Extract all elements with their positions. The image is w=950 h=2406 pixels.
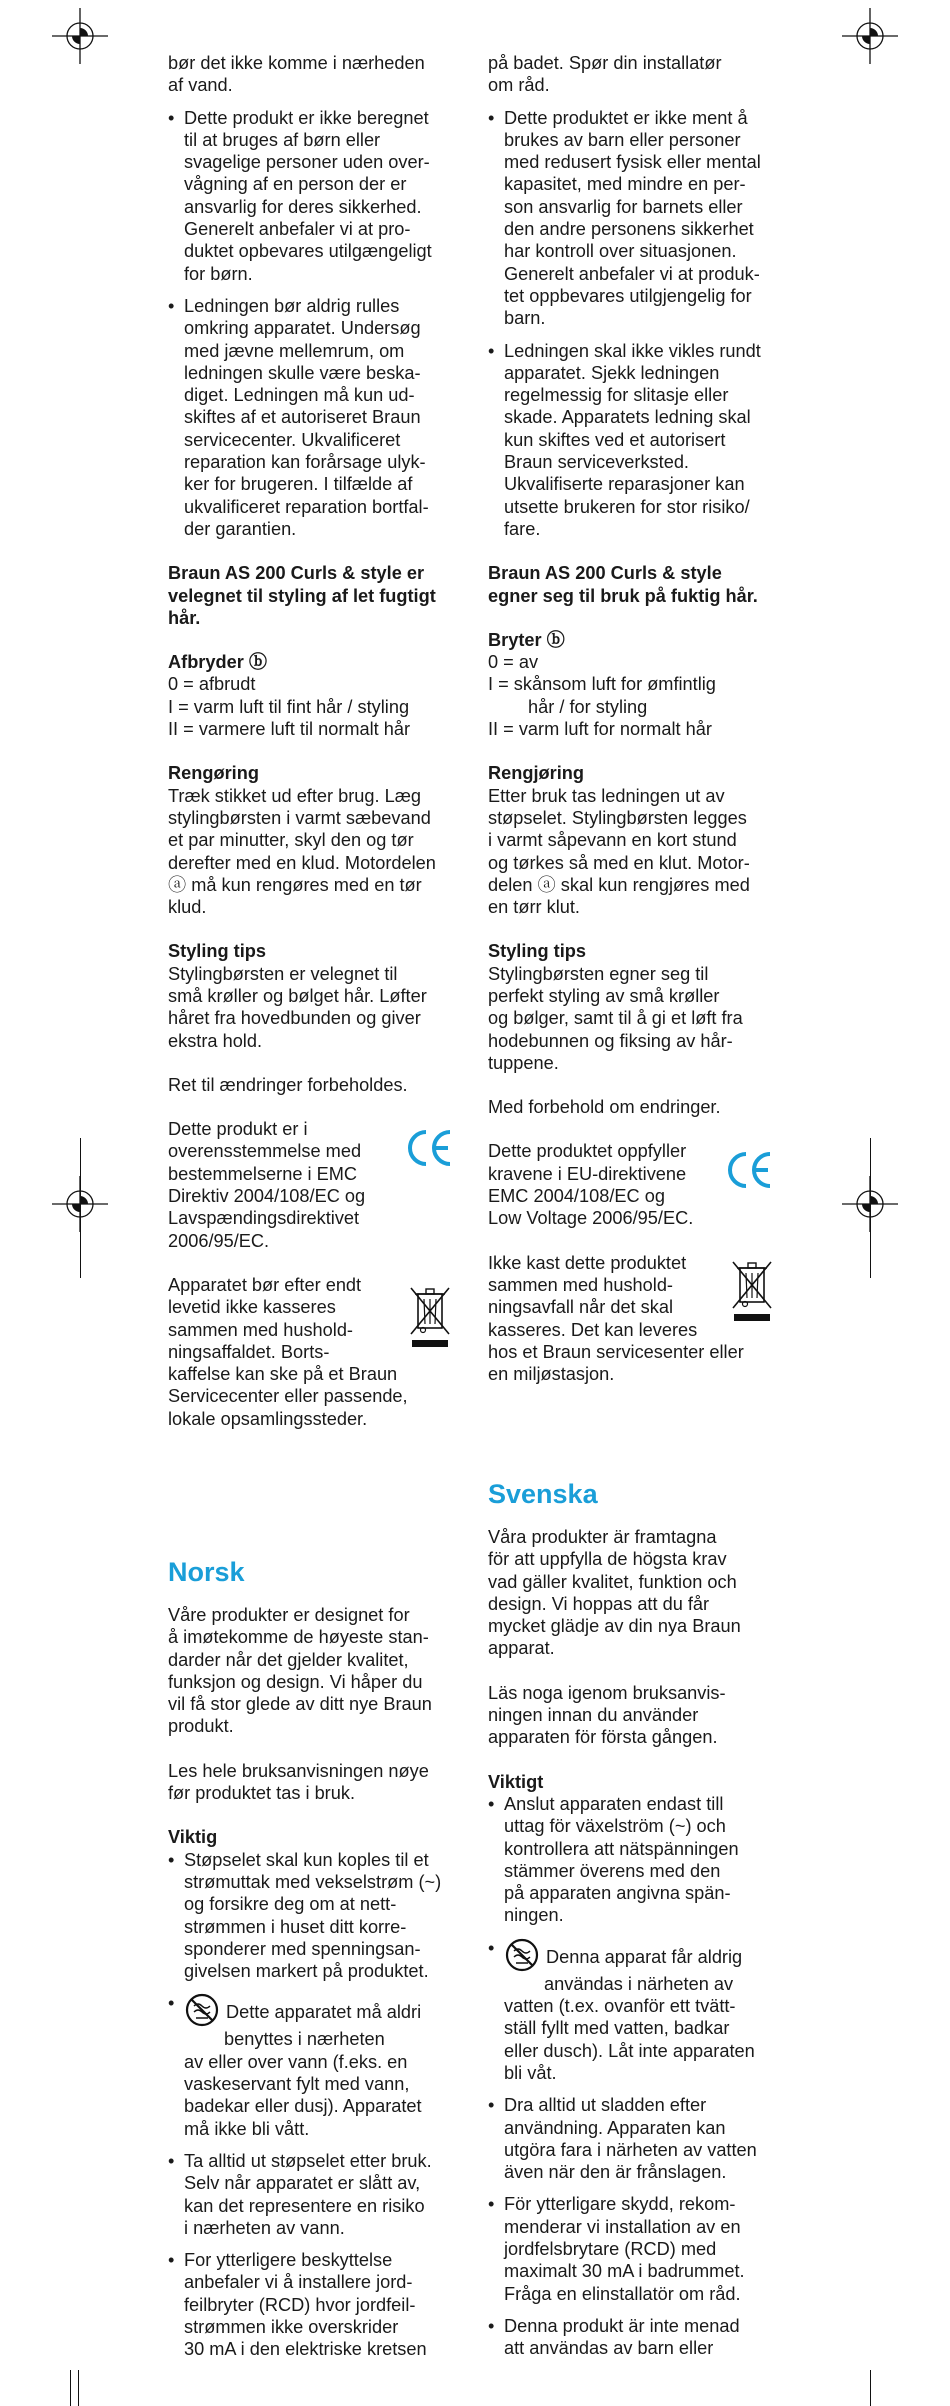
important-heading: Viktig — [168, 1827, 218, 1848]
section-title: Norsk — [168, 1557, 245, 1587]
ce-mark-icon — [726, 1150, 774, 1190]
list-item: • For ytterligere beskyttelse anbefaler vi å installere jord- feilbryter (RCD) hvor jordfeil- strømmen ikke overskrider 30 mA i den elektriske kretsen — [168, 2249, 453, 2360]
list-item: • Anslut apparaten endast till uttag för växelström (~) och kontrollera att nätspänningen stämmer överens med den på apparaten angivna spän- ningen. — [488, 1793, 780, 1927]
important-heading: Viktigt — [488, 1771, 544, 1792]
trim-line — [870, 2370, 871, 2406]
model-heading: Braun AS 200 Curls & style er velegnet til styling af let fugtigt hår. — [168, 563, 436, 628]
list-item: • Dette apparatet må aldri benyttes i nærheten av eller over vann (f.eks. en vaskeservant fylt med vann, badekar eller dusj). Apparatet må ikke bli vått. — [168, 1992, 453, 2139]
no-water-icon — [184, 1992, 220, 2028]
tips-heading: Styling tips — [168, 941, 267, 962]
switch-line: II = varmere luft til normalt hår — [168, 719, 411, 740]
disposal-text: Apparatet bør efter endt levetid ikke kasseres sammen med hushold- ningsaffaldet. Borts- kaffelse kan ske på et Braun Servicecenter eller passende, lokale opsamlingssteder. — [168, 1274, 408, 1429]
list-item: • Denna apparat får aldrig användas i närheten av vatten (t.ex. ovanför ett tvätt- ställ fyllt med vatten, badkar eller dusch). Låt inte apparaten bli våt. — [488, 1937, 780, 2084]
list-item: • Ta alltid ut støpselet etter bruk. Selv når apparatet er slått av, kan det representere en risiko i nærheten av vann. — [168, 2150, 453, 2239]
switch-line: hår / for styling — [528, 696, 648, 717]
switch-line: I = varm luft til fint hår / styling — [168, 696, 410, 717]
trim-line — [870, 1138, 871, 1278]
cleaning-heading: Rengjøring — [488, 763, 584, 784]
switch-heading: Afbryder ⓑ — [168, 652, 268, 673]
list-item: • För ytterligare skydd, rekom- menderar vi installation av en jordfelsbrytare (RCD) med maximalt 30 mA i badrummet. Fråga en elinstallatör om råd. — [488, 2193, 780, 2304]
switch-line: I = skånsom luft for ømfintlig — [488, 674, 716, 695]
list-item: • Støpselet skal kun koples til et strømuttak med vekselstrøm (~) og forsikre deg om at nett- strømmen i huset ditt korre- sponderer med spenningsan- givelsen markert på produktet. — [168, 1849, 453, 1983]
disposal-text: Ikke kast dette produktet sammen med hushold- ningsavfall når det skal kasseres. Det kan leveres hos et Braun servicesenter eller en miljøstasjon. — [488, 1252, 744, 1385]
text-line: på badet. Spør din installatør — [488, 53, 722, 73]
crossed-bin-icon — [408, 1284, 452, 1348]
list-item: • Dra alltid ut sladden efter användning. Apparaten kan utgöra fara i närheten av vatten även när den är frånslagen. — [488, 2094, 780, 2183]
read-text: Les hele bruksanvisningen nøye før produktet tas i bruk. — [168, 1760, 429, 1804]
intro-text: Våra produkter är framtagna för att uppfylla de högsta krav vad gäller kvalitet, funktion och design. Vi hoppas att du får mycket glädje av din nya Braun apparat. — [488, 1527, 741, 1659]
crossed-bin-icon — [730, 1258, 774, 1322]
trim-line — [78, 2370, 79, 2406]
read-text: Läs noga igenom bruksanvis- ningen innan du använder apparaten för första gången. — [488, 1682, 726, 1748]
trim-line — [80, 1138, 81, 1278]
reserve-text: Ret til ændringer forbeholdes. — [168, 1074, 408, 1095]
reserve-text: Med forbehold om endringer. — [488, 1097, 721, 1118]
ce-text: Dette produkt er i overensstemmelse med bestemmelserne i EMC Direktiv 2004/108/EC og Lavspændingsdirektivet 2006/95/EC. — [168, 1119, 366, 1251]
cleaning-text: Træk stikket ud efter brug. Læg stylingbørsten i varmt sæbevand et par minutter, skyl den og tør derefter med en klud. Motordelen ⓐ må kun rengøres med en tør klud. — [168, 785, 436, 918]
tips-text: Stylingbørsten er velegnet til små krøller og bølget hår. Løfter håret fra hovedbunden og giver ekstra hold. — [168, 963, 427, 1051]
no-water-icon — [504, 1937, 540, 1973]
section-title: Svenska — [488, 1479, 598, 1509]
registration-mark-icon — [842, 8, 898, 64]
list-item: • Dette produktet er ikke ment å brukes av barn eller personer med redusert fysisk eller mental kapasitet, med mindre en per- son ansvarlig for barnets eller den andre personens sikkerhet har kontroll over situasjonen. Generelt anbefaler vi at produk- tet oppbevares utilgjengelig for barn. — [488, 107, 780, 330]
list-item: • Ledningen bør aldrig rulles omkring apparatet. Undersøg med jævne mellemrum, om ledningen skulle være beska- diget. Ledningen må kun ud- skiftes af et autoriseret Braun servicecenter. Ukvalificeret reparation kan forårsage ulyk- ker for brugeren. I tilfælde af ukvalificeret reparation bortfal- der garantien. — [168, 295, 453, 540]
danish-column — [168, 52, 453, 1430]
model-heading: Braun AS 200 Curls & style egner seg til bruk på fuktig hår. — [488, 563, 758, 606]
switch-line: 0 = av — [488, 652, 539, 673]
switch-heading: Bryter ⓑ — [488, 629, 565, 650]
text-line: bør det ikke komme i nærheden — [168, 53, 425, 73]
switch-line: II = varm luft for normalt hår — [488, 719, 712, 740]
cleaning-text: Etter bruk tas ledningen ut av støpselet. Stylingbørsten legges i varmt såpevann en kort stund og tørkes så med en klut. Motor- delen ⓐ skal kun rengjøres med en tørr klut. — [488, 785, 750, 918]
intro-text: Våre produkter er designet for å imøtekomme de høyeste stan- darder når det gjelder kvalitet, funksjon og design. Vi håper du vil få stor glede av ditt nye Braun produkt. — [168, 1605, 432, 1737]
registration-mark-icon — [52, 8, 108, 64]
ce-mark-icon — [406, 1128, 454, 1168]
norsk-section — [168, 1556, 453, 2361]
tips-text: Stylingbørsten egner seg til perfekt styling av små krøller og bølger, samt til å gi et løft fra hodebunnen og fiksing av hår- tuppene. — [488, 963, 743, 1073]
list-item: • Dette produkt er ikke beregnet til at bruges af børn eller svagelige personer uden over- vågning af en person der er ansvarlig for deres sikkerhed. Generelt anbefaler vi at pro- duktet opbevares utilgængeligt for børn. — [168, 107, 453, 285]
switch-line: 0 = afbrudt — [168, 674, 256, 695]
trim-line — [70, 2370, 71, 2406]
text-line: af vand. — [168, 75, 233, 96]
ce-text: Dette produktet oppfyller kravene i EU-direktivene EMC 2004/108/EC og Low Voltage 2006/95/EC. — [488, 1141, 694, 1229]
cleaning-heading: Rengøring — [168, 763, 259, 784]
svenska-section — [488, 1478, 780, 2360]
list-item: • Ledningen skal ikke vikles rundt apparatet. Sjekk ledningen regelmessig for slitasje eller skade. Apparatets ledning skal kun skiftes ved et autorisert Braun serviceverksted. Ukvalifiserte reparasjoner kan utsette brukeren for stor risiko/ fare. — [488, 340, 780, 541]
tips-heading: Styling tips — [488, 941, 587, 962]
text-line: om råd. — [488, 75, 550, 96]
list-item: • Denna produkt är inte menad att användas av barn eller — [488, 2315, 780, 2360]
